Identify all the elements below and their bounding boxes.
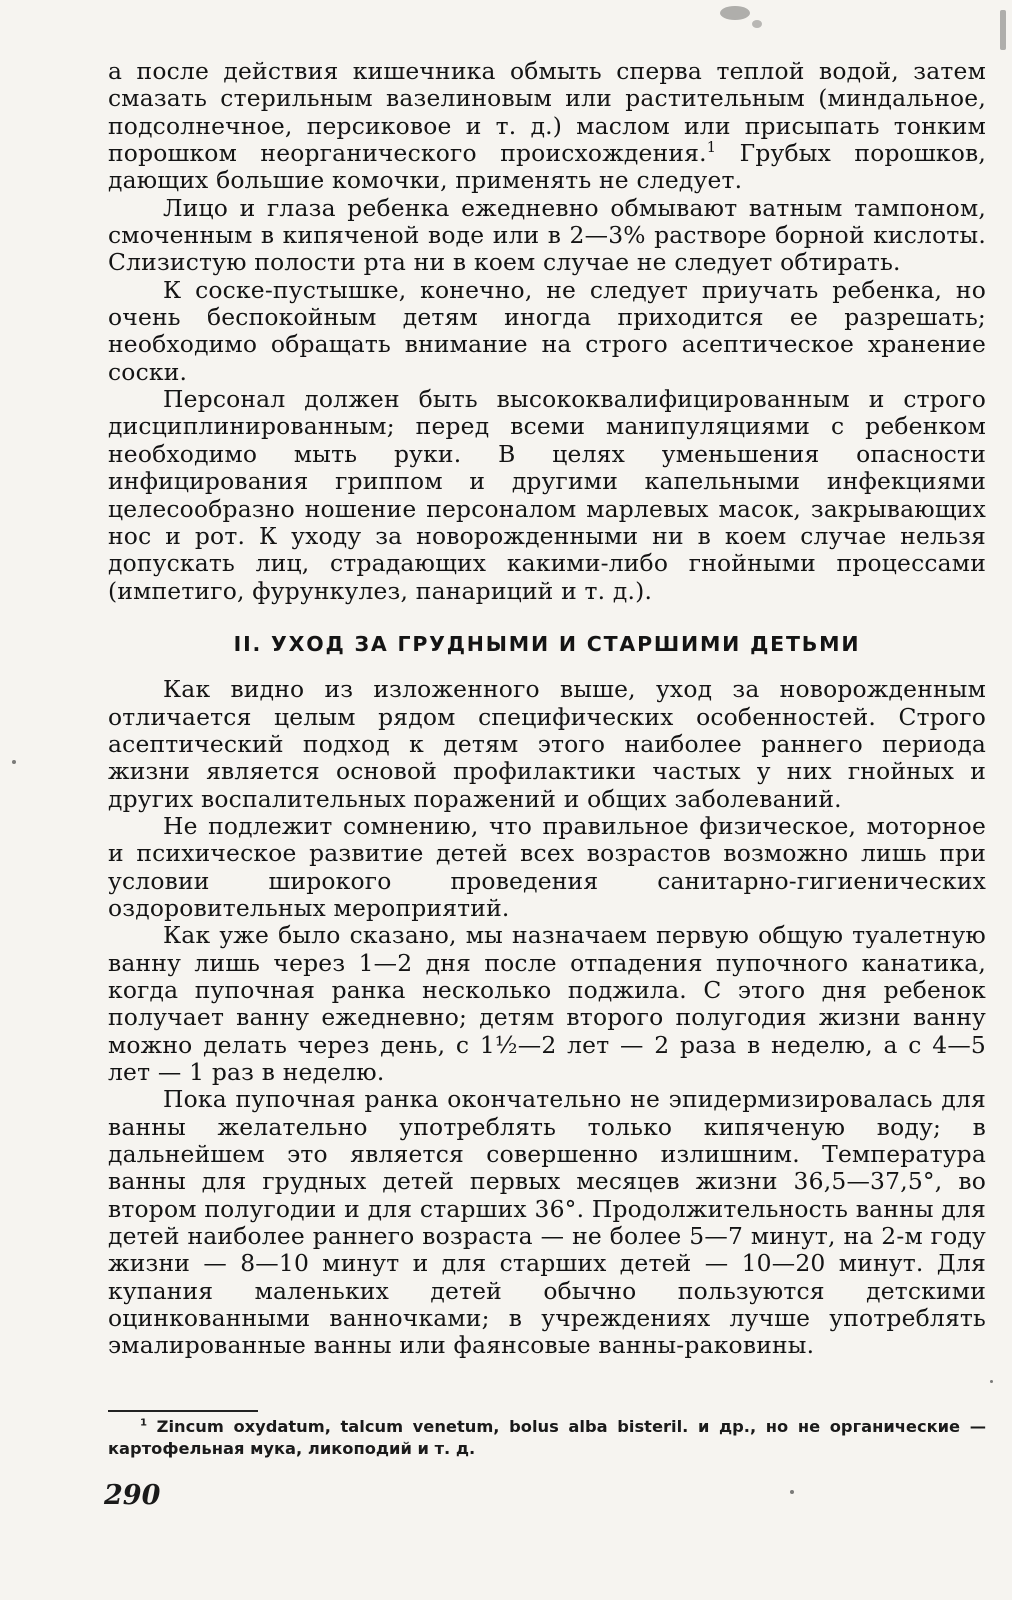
- footnote: [108, 1416, 986, 1460]
- paragraph: Как видно из изложенного выше, уход за новорожденным отличается целым рядом специфических особенностей. Строго асептический подход к детям этого наиболее раннего периода жизни является основой профилактики частых у них гнойных и других воспалительных поражений и общих заболеваний.: [108, 675, 986, 813]
- paragraph: Пока пупочная ранка окончательно не эпидермизировалась для ванны желательно употреблять только кипяченую воду; в дальнейшем это является совершенно излишним. Температура ванны для грудных детей первых месяцев жизни 36,5—37,5°, во втором полугодии и для старших 36°. Продолжительность ванны для детей наиболее раннего возраста — не более 5—7 минут, на 2-м году жизни — 8—10 минут и для старших детей — 10—20 минут. Для купания маленьких детей обычно пользуются детскими оцинкованными ванночками; в учреждениях лучше употреблять эмалированные ванны или фаянсовые ванны-раковины.: [108, 1085, 986, 1360]
- paragraph-text: а после действия кишечника обмыть сперва теплой водой, затем смазать стерильным вазелиновым или растительным (миндальное, подсолнечное, персиковое и т. д.) маслом или присыпать тонким порошком неорганического происхождения.: [108, 57, 986, 168]
- footnote-marker: 1: [140, 1417, 148, 1429]
- scan-speckle: [720, 6, 750, 20]
- footnote-reference: 1: [706, 140, 717, 157]
- footnote-text: Zincum oxydatum, talcum venetum, bolus alba bisteril. и др., но не органические — картофельная мука, ликоподий и т. д.: [108, 1417, 986, 1458]
- paragraph: [108, 58, 986, 195]
- paragraph-text: Грубых порошков, дающих большие комочки, применять не следует.: [108, 139, 986, 195]
- main-text: [108, 58, 986, 1360]
- section-heading: II. УХОД ЗА ГРУДНЫМИ И СТАРШИМИ ДЕТЬМИ: [233, 631, 861, 656]
- scan-speckle: [990, 1380, 993, 1383]
- scan-speckle: [12, 760, 16, 764]
- paragraph: Лицо и глаза ребенка ежедневно обмывают ватным тампоном, смоченным в кипяченой воде или в 2—3% растворе борной кислоты. Слизистую полости рта ни в коем случае не следует обтирать.: [108, 193, 986, 277]
- scan-speckle: [752, 20, 762, 28]
- paragraph: К соске-пустышке, конечно, не следует приучать ребенка, но очень беспокойным детям иногда приходится ее разрешать; необходимо обращать внимание на строго асептическое хранение соски.: [108, 275, 986, 386]
- paragraph: Персонал должен быть высококвалифицированным и строго дисциплинированным; перед всеми манипуляциями с ребенком необходимо мыть руки. В целях уменьшения опасности инфицирования гриппом и другими капельными инфекциями целесообразно ношение персоналом марлевых масок, закрывающих нос и рот. К уходу за новорожденными ни в коем случае нельзя допускать лиц, страдающих какими-либо гнойными процессами (импетиго, фурункулез, панариций и т. д.).: [108, 385, 986, 605]
- scan-speckle: [1000, 10, 1006, 50]
- footnote-divider: [108, 1410, 258, 1412]
- scan-speckle: [790, 1490, 794, 1494]
- page-number: 290: [104, 1480, 161, 1511]
- paragraph: Не подлежит сомнению, что правильное физическое, моторное и психическое развитие детей всех возрастов возможно лишь при условии широкого проведения санитарно-гигиенических оздоровительных мероприятий.: [108, 811, 986, 922]
- paragraph: Как уже было сказано, мы назначаем первую общую туалетную ванну лишь через 1—2 дня после отпадения пупочного канатика, когда пупочная ранка несколько поджила. С этого дня ребенок получает ванну ежедневно; детям второго полугодия жизни ванну можно делать через день, с 1½—2 лет — 2 раза в неделю, а с 4—5 лет — 1 раз в неделю.: [108, 921, 986, 1087]
